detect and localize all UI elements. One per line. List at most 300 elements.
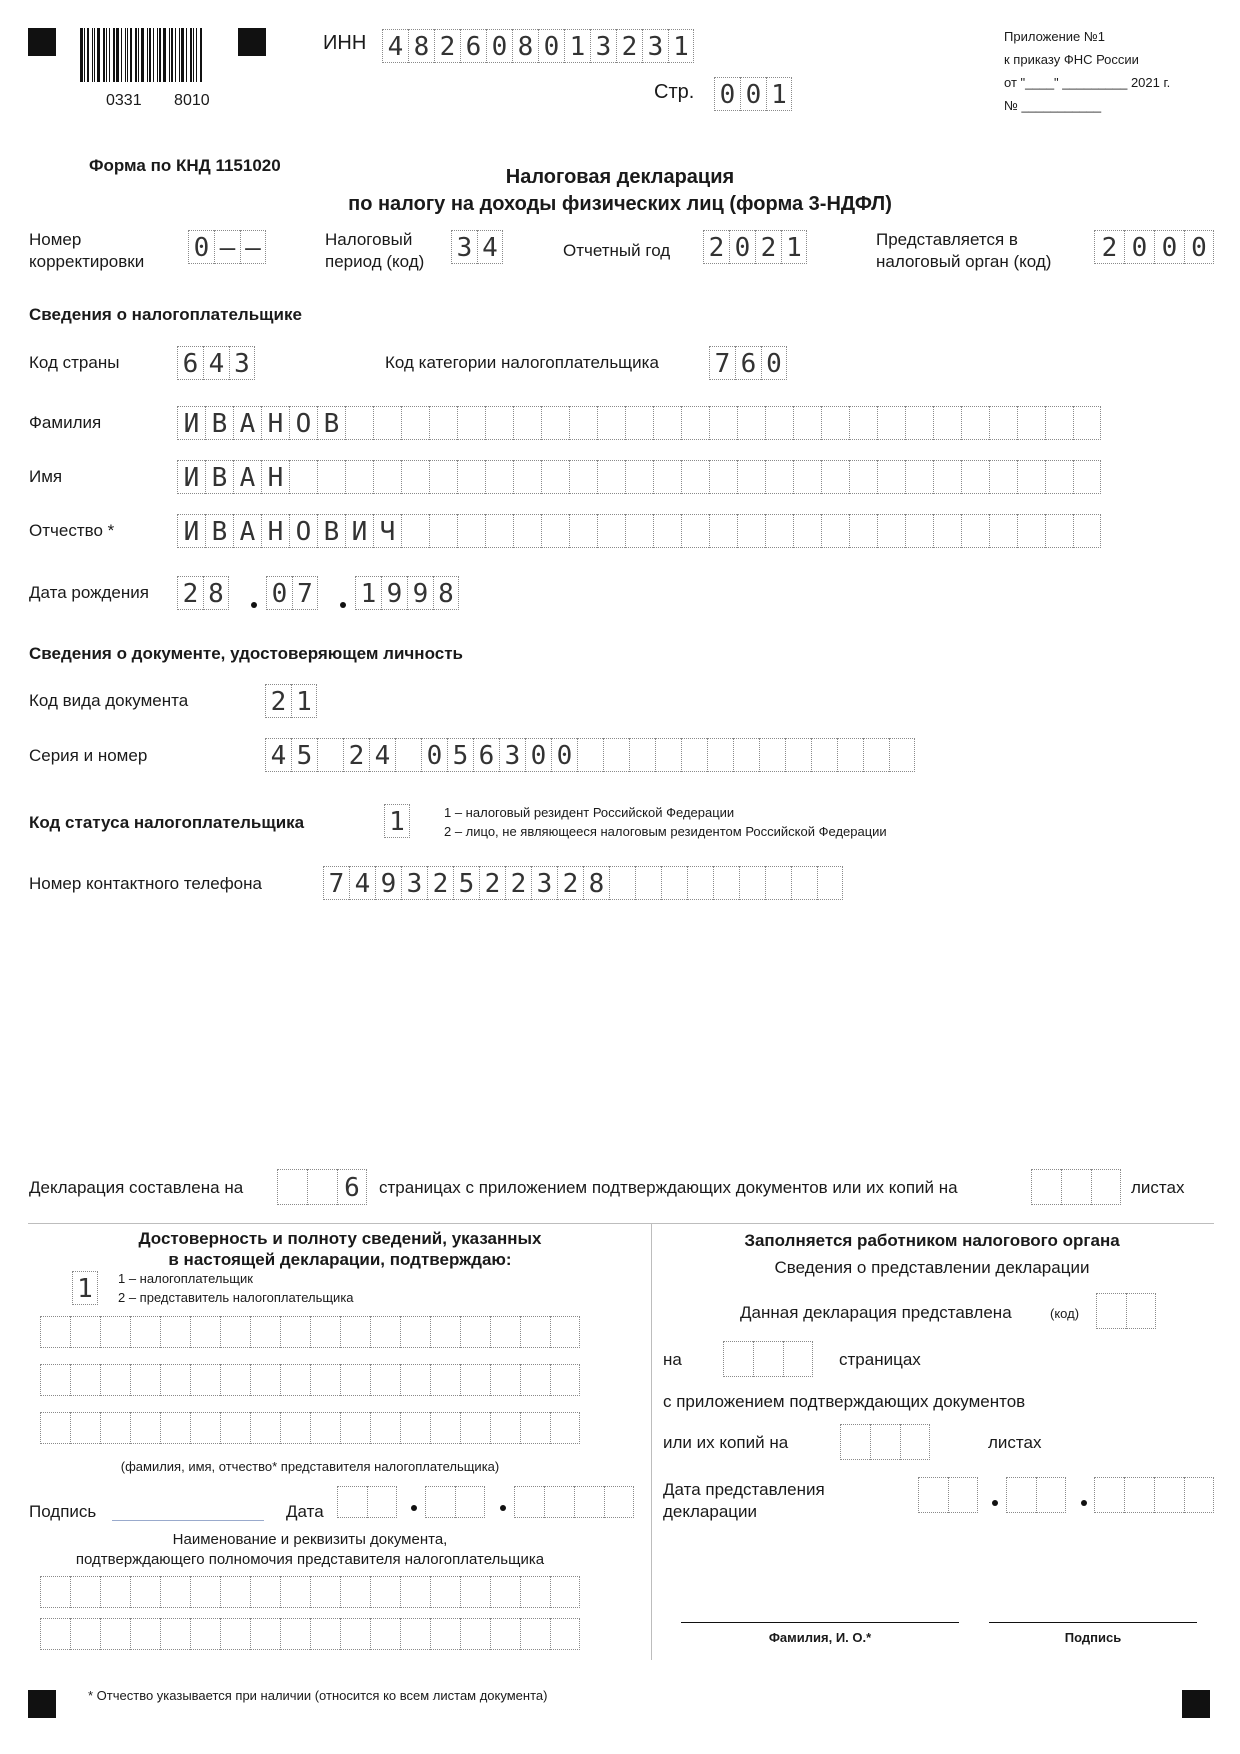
char-cell[interactable]: В [205, 460, 233, 494]
char-cell[interactable] [609, 866, 635, 900]
char-cell[interactable] [597, 460, 625, 494]
char-cell[interactable] [569, 460, 597, 494]
presented-code-field[interactable] [1096, 1293, 1156, 1329]
char-cell[interactable] [401, 514, 429, 548]
char-cell[interactable]: 3 [642, 29, 668, 63]
period-field[interactable] [451, 230, 503, 264]
char-cell[interactable] [310, 1412, 340, 1444]
inspector-month-field[interactable] [1006, 1477, 1066, 1513]
authority-field[interactable] [1094, 230, 1214, 264]
char-cell[interactable] [989, 460, 1017, 494]
char-cell[interactable]: 5 [453, 866, 479, 900]
char-cell[interactable]: 8 [203, 576, 229, 610]
char-cell[interactable] [40, 1316, 70, 1348]
char-cell[interactable] [370, 1412, 400, 1444]
char-cell[interactable] [900, 1424, 930, 1460]
char-cell[interactable] [1006, 1477, 1036, 1513]
char-cell[interactable] [280, 1618, 310, 1650]
char-cell[interactable] [401, 406, 429, 440]
char-cell[interactable] [1184, 1477, 1214, 1513]
char-cell[interactable] [490, 1412, 520, 1444]
char-cell[interactable]: 3 [499, 738, 525, 772]
char-cell[interactable] [961, 460, 989, 494]
char-cell[interactable]: 1 [564, 29, 590, 63]
char-cell[interactable]: В [317, 514, 345, 548]
char-cell[interactable] [1126, 1293, 1156, 1329]
char-cell[interactable]: 2 [427, 866, 453, 900]
char-cell[interactable]: И [177, 406, 205, 440]
char-cell[interactable] [541, 460, 569, 494]
char-cell[interactable] [863, 738, 889, 772]
char-cell[interactable] [40, 1576, 70, 1608]
char-cell[interactable]: 0 [1124, 230, 1154, 264]
char-cell[interactable] [635, 866, 661, 900]
char-cell[interactable]: 1 [668, 29, 694, 63]
char-cell[interactable] [793, 406, 821, 440]
char-cell[interactable]: 2 [434, 29, 460, 63]
char-cell[interactable] [550, 1618, 580, 1650]
char-cell[interactable] [709, 460, 737, 494]
char-cell[interactable] [40, 1364, 70, 1396]
char-cell[interactable] [629, 738, 655, 772]
authority-doc-row-2[interactable] [40, 1618, 580, 1650]
char-cell[interactable] [340, 1576, 370, 1608]
char-cell[interactable] [345, 406, 373, 440]
char-cell[interactable] [889, 738, 915, 772]
char-cell[interactable] [310, 1618, 340, 1650]
char-cell[interactable] [520, 1364, 550, 1396]
char-cell[interactable]: 5 [447, 738, 473, 772]
char-cell[interactable] [370, 1316, 400, 1348]
char-cell[interactable]: 2 [177, 576, 203, 610]
char-cell[interactable] [604, 1486, 634, 1518]
char-cell[interactable]: 2 [616, 29, 642, 63]
char-cell[interactable]: 0 [266, 576, 292, 610]
char-cell[interactable]: 3 [590, 29, 616, 63]
char-cell[interactable]: 0 [421, 738, 447, 772]
char-cell[interactable] [490, 1316, 520, 1348]
char-cell[interactable] [1096, 1293, 1126, 1329]
char-cell[interactable] [457, 460, 485, 494]
char-cell[interactable]: 4 [203, 346, 229, 380]
doc-type-field[interactable] [265, 684, 317, 718]
char-cell[interactable] [280, 1412, 310, 1444]
char-cell[interactable] [870, 1424, 900, 1460]
representative-fio-row-3[interactable] [40, 1412, 580, 1444]
char-cell[interactable] [130, 1618, 160, 1650]
char-cell[interactable]: А [233, 514, 261, 548]
char-cell[interactable] [220, 1316, 250, 1348]
page-field[interactable] [714, 77, 792, 111]
char-cell[interactable]: – [240, 230, 266, 264]
series-field[interactable] [265, 738, 915, 772]
char-cell[interactable] [709, 514, 737, 548]
char-cell[interactable] [460, 1364, 490, 1396]
pages-field[interactable] [277, 1169, 367, 1205]
char-cell[interactable]: 7 [709, 346, 735, 380]
char-cell[interactable] [520, 1412, 550, 1444]
char-cell[interactable] [345, 460, 373, 494]
char-cell[interactable] [340, 1364, 370, 1396]
char-cell[interactable] [70, 1364, 100, 1396]
char-cell[interactable] [457, 406, 485, 440]
char-cell[interactable]: 0 [551, 738, 577, 772]
char-cell[interactable] [1091, 1169, 1121, 1205]
char-cell[interactable] [821, 514, 849, 548]
char-cell[interactable] [340, 1412, 370, 1444]
char-cell[interactable]: 2 [557, 866, 583, 900]
char-cell[interactable]: 1 [355, 576, 381, 610]
sign-year-field[interactable] [514, 1486, 634, 1518]
char-cell[interactable] [933, 514, 961, 548]
char-cell[interactable] [765, 514, 793, 548]
char-cell[interactable] [1017, 514, 1045, 548]
char-cell[interactable] [100, 1576, 130, 1608]
char-cell[interactable]: 8 [433, 576, 459, 610]
char-cell[interactable]: 0 [1154, 230, 1184, 264]
char-cell[interactable] [541, 406, 569, 440]
char-cell[interactable]: 0 [538, 29, 564, 63]
char-cell[interactable] [70, 1412, 100, 1444]
char-cell[interactable] [307, 1169, 337, 1205]
char-cell[interactable] [550, 1316, 580, 1348]
sign-day-field[interactable] [337, 1486, 397, 1518]
char-cell[interactable]: 6 [735, 346, 761, 380]
char-cell[interactable] [1124, 1477, 1154, 1513]
char-cell[interactable] [753, 1341, 783, 1377]
char-cell[interactable] [1073, 406, 1101, 440]
char-cell[interactable] [250, 1412, 280, 1444]
char-cell[interactable] [733, 738, 759, 772]
char-cell[interactable] [817, 866, 843, 900]
char-cell[interactable]: 4 [369, 738, 395, 772]
char-cell[interactable] [550, 1364, 580, 1396]
char-cell[interactable] [577, 738, 603, 772]
char-cell[interactable]: 4 [265, 738, 291, 772]
char-cell[interactable] [653, 514, 681, 548]
char-cell[interactable] [400, 1576, 430, 1608]
char-cell[interactable] [40, 1618, 70, 1650]
char-cell[interactable] [429, 514, 457, 548]
char-cell[interactable] [933, 460, 961, 494]
char-cell[interactable]: 3 [229, 346, 255, 380]
char-cell[interactable] [280, 1364, 310, 1396]
char-cell[interactable] [569, 406, 597, 440]
char-cell[interactable] [765, 406, 793, 440]
name-field[interactable] [177, 460, 1101, 494]
char-cell[interactable] [220, 1618, 250, 1650]
char-cell[interactable]: 4 [349, 866, 375, 900]
char-cell[interactable] [520, 1618, 550, 1650]
char-cell[interactable] [877, 514, 905, 548]
char-cell[interactable] [40, 1412, 70, 1444]
char-cell[interactable] [289, 460, 317, 494]
char-cell[interactable] [370, 1364, 400, 1396]
char-cell[interactable] [457, 514, 485, 548]
char-cell[interactable]: 1 [766, 77, 792, 111]
char-cell[interactable] [250, 1364, 280, 1396]
char-cell[interactable]: 0 [714, 77, 740, 111]
char-cell[interactable] [737, 514, 765, 548]
char-cell[interactable] [340, 1316, 370, 1348]
char-cell[interactable] [989, 514, 1017, 548]
char-cell[interactable] [400, 1364, 430, 1396]
char-cell[interactable] [905, 514, 933, 548]
char-cell[interactable] [340, 1618, 370, 1650]
char-cell[interactable] [250, 1618, 280, 1650]
char-cell[interactable]: А [233, 406, 261, 440]
char-cell[interactable] [70, 1618, 100, 1650]
status-field[interactable] [384, 804, 410, 838]
char-cell[interactable] [220, 1412, 250, 1444]
inspector-day-field[interactable] [918, 1477, 978, 1513]
char-cell[interactable] [1045, 406, 1073, 440]
char-cell[interactable] [765, 460, 793, 494]
char-cell[interactable] [681, 514, 709, 548]
char-cell[interactable] [849, 460, 877, 494]
char-cell[interactable] [1036, 1477, 1066, 1513]
char-cell[interactable] [739, 866, 765, 900]
char-cell[interactable] [310, 1316, 340, 1348]
char-cell[interactable] [793, 460, 821, 494]
char-cell[interactable] [961, 514, 989, 548]
char-cell[interactable]: 8 [512, 29, 538, 63]
char-cell[interactable] [905, 460, 933, 494]
char-cell[interactable] [765, 866, 791, 900]
char-cell[interactable] [513, 514, 541, 548]
surname-field[interactable] [177, 406, 1101, 440]
char-cell[interactable]: 3 [531, 866, 557, 900]
char-cell[interactable]: 9 [375, 866, 401, 900]
char-cell[interactable] [597, 406, 625, 440]
char-cell[interactable] [1154, 1477, 1184, 1513]
char-cell[interactable] [1045, 460, 1073, 494]
char-cell[interactable] [837, 738, 863, 772]
char-cell[interactable]: 2 [265, 684, 291, 718]
char-cell[interactable] [840, 1424, 870, 1460]
char-cell[interactable]: 4 [477, 230, 503, 264]
char-cell[interactable] [905, 406, 933, 440]
representative-fio-row-2[interactable] [40, 1364, 580, 1396]
char-cell[interactable]: О [289, 514, 317, 548]
char-cell[interactable] [681, 406, 709, 440]
char-cell[interactable] [250, 1316, 280, 1348]
char-cell[interactable] [709, 406, 737, 440]
sheets-field[interactable] [1031, 1169, 1121, 1205]
char-cell[interactable] [460, 1576, 490, 1608]
char-cell[interactable] [849, 406, 877, 440]
char-cell[interactable]: 2 [505, 866, 531, 900]
char-cell[interactable] [430, 1412, 460, 1444]
char-cell[interactable]: 6 [473, 738, 499, 772]
correction-field[interactable] [188, 230, 266, 264]
char-cell[interactable] [961, 406, 989, 440]
char-cell[interactable]: 4 [382, 29, 408, 63]
char-cell[interactable] [373, 406, 401, 440]
char-cell[interactable]: 1 [781, 230, 807, 264]
char-cell[interactable] [723, 1341, 753, 1377]
char-cell[interactable] [490, 1576, 520, 1608]
representative-fio-row-1[interactable] [40, 1316, 580, 1348]
char-cell[interactable] [70, 1316, 100, 1348]
char-cell[interactable] [574, 1486, 604, 1518]
char-cell[interactable] [100, 1412, 130, 1444]
char-cell[interactable] [877, 406, 905, 440]
char-cell[interactable] [160, 1364, 190, 1396]
char-cell[interactable] [190, 1576, 220, 1608]
char-cell[interactable]: Н [261, 514, 289, 548]
char-cell[interactable] [460, 1412, 490, 1444]
char-cell[interactable] [430, 1618, 460, 1650]
birth-year-field[interactable] [355, 576, 459, 610]
char-cell[interactable] [520, 1576, 550, 1608]
char-cell[interactable] [317, 738, 343, 772]
char-cell[interactable]: И [177, 460, 205, 494]
char-cell[interactable] [759, 738, 785, 772]
char-cell[interactable]: И [177, 514, 205, 548]
char-cell[interactable] [460, 1618, 490, 1650]
char-cell[interactable] [190, 1412, 220, 1444]
char-cell[interactable] [370, 1618, 400, 1650]
char-cell[interactable] [597, 514, 625, 548]
char-cell[interactable]: 2 [343, 738, 369, 772]
char-cell[interactable]: 3 [451, 230, 477, 264]
char-cell[interactable] [190, 1618, 220, 1650]
signature-line[interactable] [112, 1520, 264, 1521]
char-cell[interactable] [160, 1412, 190, 1444]
char-cell[interactable] [425, 1486, 455, 1518]
char-cell[interactable]: Н [261, 406, 289, 440]
char-cell[interactable] [625, 514, 653, 548]
char-cell[interactable] [821, 406, 849, 440]
char-cell[interactable] [400, 1618, 430, 1650]
char-cell[interactable] [280, 1576, 310, 1608]
inspector-fio-line[interactable] [681, 1622, 959, 1623]
char-cell[interactable] [514, 1486, 544, 1518]
char-cell[interactable]: А [233, 460, 261, 494]
char-cell[interactable] [550, 1576, 580, 1608]
char-cell[interactable] [1045, 514, 1073, 548]
char-cell[interactable]: Ч [373, 514, 401, 548]
char-cell[interactable] [811, 738, 837, 772]
char-cell[interactable] [430, 1576, 460, 1608]
char-cell[interactable] [160, 1316, 190, 1348]
char-cell[interactable] [541, 514, 569, 548]
char-cell[interactable]: О [289, 406, 317, 440]
char-cell[interactable] [1073, 460, 1101, 494]
char-cell[interactable]: 0 [486, 29, 512, 63]
char-cell[interactable]: 1 [291, 684, 317, 718]
birth-day-field[interactable] [177, 576, 229, 610]
char-cell[interactable] [513, 460, 541, 494]
char-cell[interactable]: 9 [381, 576, 407, 610]
char-cell[interactable]: 0 [761, 346, 787, 380]
char-cell[interactable] [655, 738, 681, 772]
char-cell[interactable] [310, 1576, 340, 1608]
char-cell[interactable]: 0 [740, 77, 766, 111]
char-cell[interactable] [569, 514, 597, 548]
char-cell[interactable] [821, 460, 849, 494]
char-cell[interactable] [737, 460, 765, 494]
char-cell[interactable]: 0 [729, 230, 755, 264]
sign-month-field[interactable] [425, 1486, 485, 1518]
char-cell[interactable] [160, 1576, 190, 1608]
inspector-pages-field[interactable] [723, 1341, 813, 1377]
char-cell[interactable] [520, 1316, 550, 1348]
char-cell[interactable]: – [214, 230, 240, 264]
char-cell[interactable] [429, 406, 457, 440]
char-cell[interactable]: 1 [72, 1271, 98, 1305]
char-cell[interactable]: В [317, 406, 345, 440]
char-cell[interactable] [70, 1576, 100, 1608]
char-cell[interactable]: 2 [703, 230, 729, 264]
char-cell[interactable]: В [205, 514, 233, 548]
char-cell[interactable] [485, 460, 513, 494]
char-cell[interactable] [490, 1618, 520, 1650]
char-cell[interactable] [1017, 460, 1045, 494]
char-cell[interactable]: 7 [292, 576, 318, 610]
char-cell[interactable] [544, 1486, 574, 1518]
char-cell[interactable] [100, 1618, 130, 1650]
char-cell[interactable] [603, 738, 629, 772]
char-cell[interactable]: 6 [177, 346, 203, 380]
char-cell[interactable] [1094, 1477, 1124, 1513]
char-cell[interactable]: 2 [755, 230, 781, 264]
char-cell[interactable] [130, 1576, 160, 1608]
char-cell[interactable] [220, 1364, 250, 1396]
char-cell[interactable] [430, 1316, 460, 1348]
char-cell[interactable] [490, 1364, 520, 1396]
char-cell[interactable] [661, 866, 687, 900]
char-cell[interactable] [367, 1486, 397, 1518]
char-cell[interactable]: 0 [1184, 230, 1214, 264]
char-cell[interactable] [429, 460, 457, 494]
char-cell[interactable] [791, 866, 817, 900]
char-cell[interactable] [395, 738, 421, 772]
char-cell[interactable] [430, 1364, 460, 1396]
year-field[interactable] [703, 230, 807, 264]
birth-month-field[interactable] [266, 576, 318, 610]
char-cell[interactable]: 0 [188, 230, 214, 264]
char-cell[interactable]: 6 [337, 1169, 367, 1205]
char-cell[interactable] [400, 1412, 430, 1444]
char-cell[interactable]: 8 [583, 866, 609, 900]
char-cell[interactable] [989, 406, 1017, 440]
char-cell[interactable]: В [205, 406, 233, 440]
char-cell[interactable] [625, 460, 653, 494]
category-field[interactable] [709, 346, 787, 380]
char-cell[interactable] [681, 738, 707, 772]
char-cell[interactable] [250, 1576, 280, 1608]
char-cell[interactable] [100, 1316, 130, 1348]
char-cell[interactable] [460, 1316, 490, 1348]
char-cell[interactable] [737, 406, 765, 440]
char-cell[interactable] [1017, 406, 1045, 440]
char-cell[interactable]: 8 [408, 29, 434, 63]
char-cell[interactable] [280, 1316, 310, 1348]
char-cell[interactable] [160, 1618, 190, 1650]
char-cell[interactable] [713, 866, 739, 900]
char-cell[interactable]: 7 [323, 866, 349, 900]
char-cell[interactable] [687, 866, 713, 900]
char-cell[interactable] [918, 1477, 948, 1513]
char-cell[interactable]: И [345, 514, 373, 548]
char-cell[interactable] [401, 460, 429, 494]
confirm-field[interactable] [72, 1271, 98, 1305]
inspector-year-field[interactable] [1094, 1477, 1214, 1513]
char-cell[interactable]: 2 [479, 866, 505, 900]
char-cell[interactable]: 1 [384, 804, 410, 838]
